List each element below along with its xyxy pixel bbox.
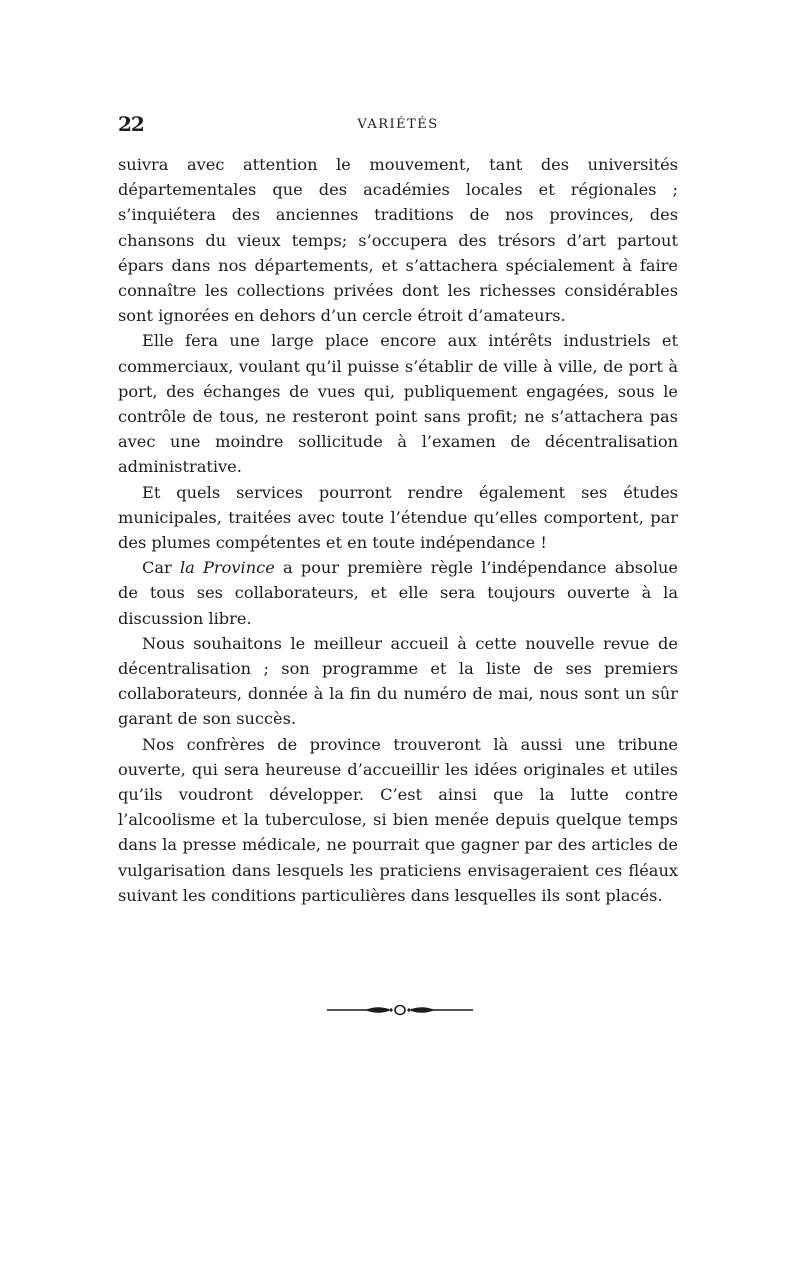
paragraph-independence: [118, 555, 678, 631]
page-header: [118, 112, 678, 140]
tailpiece-ornament-icon: [325, 1003, 475, 1017]
body-text: [118, 152, 678, 908]
paragraph-independence-rest: a pour première règle l’indépendance absolue de tous ses collaborateurs, et elle sera toujours ouverte à la discussion libre.: [118, 558, 679, 628]
running-title: VARIÉTÉS: [357, 117, 439, 132]
journal-title: la Province: [179, 558, 275, 578]
paragraph-municipal-studies: Et quels services pourront rendre également ses études municipales, traitées avec toute l’étendue qu’elles comportent, par des plumes compétentes et en toute indépendance !: [118, 482, 678, 553]
paragraph-independence-lead: Car: [142, 558, 180, 578]
paragraph-provincial-colleagues: Nos confrères de province trouveront là aussi une tribune ouverte, qui sera heureuse d’accueillir les idées originales et utiles qu’ils voudront développer. C’est ainsi que la lutte contre l’alcoolisme et la tuberculose, si bien menée depuis quelque temps dans la presse médicale, ne pourrait que gagner par des articles de vulgarisation dans lesquels les praticiens envisageraient ces fléaux suivant les conditions particulières dans lesquelles ils sont placés.: [118, 734, 678, 905]
paragraph-continuation: suivra avec attention le mouvement, tant des universités départementales que des académies locales et régionales ; s’inquiétera des anciennes traditions de nos provinces, des chansons du vieux temps; s’occupera des trésors d’art partout épars dans nos départements, et s’attachera spécialement à faire connaître les collections privées dont les richesses considérables sont ignorées en dehors d’un cercle étroit d’amateurs.: [118, 155, 678, 326]
paragraph-industrial-interests: Elle fera une large place encore aux intérêts industriels et commerciaux, voulant qu’il puisse s’établir de ville à ville, de port à port, des échanges de vues qui, publiquement engagées, sous le contrôle de tous, ne resteront point sans profit; ne s’attachera pas avec une moindre sollicitude à l’examen de décentralisation administrative.: [118, 331, 678, 477]
page-number: 22: [118, 112, 144, 136]
paragraph-welcome: Nous souhaitons le meilleur accueil à cette nouvelle revue de décentralisation ; son programme et la liste de ses premiers collaborateurs, donnée à la fin du numéro de mai, nous sont un sûr garant de son succès.: [118, 633, 678, 729]
